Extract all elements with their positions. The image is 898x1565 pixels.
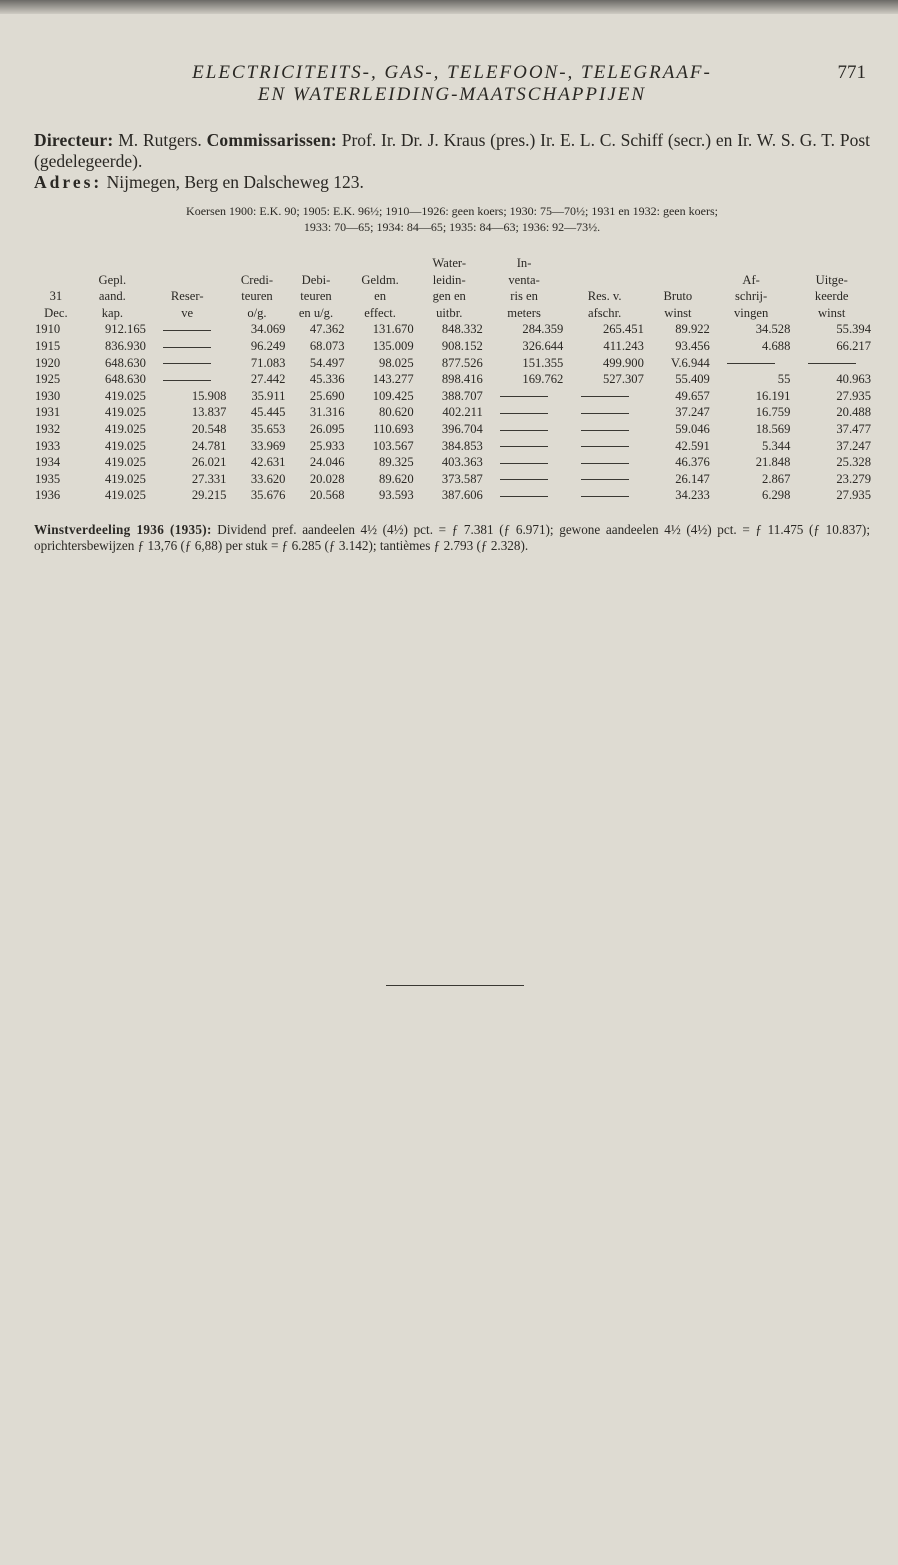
table-cell: 42.591 [675,438,710,453]
table-cell: 396.704 [441,421,483,436]
table-cell-year: 1935 [35,471,61,486]
section-title [34,62,870,106]
table-cell: 93.456 [675,338,710,353]
table-cell: 419.025 [105,388,146,403]
table-cell: 89.325 [379,455,414,470]
table-cell [564,438,645,455]
table-cell [711,355,792,372]
closing-rule [386,985,524,986]
dash-rule [808,363,856,364]
col-header: Gepl. aand. kap. [98,272,127,320]
table-cell: 527.307 [602,372,644,387]
dash-rule [581,413,629,414]
section-title-line1: ELECTRICITEITS-, GAS-, TELEFOON-, TELEGRAAF- [192,62,712,83]
table-row [34,421,872,438]
table-cell: 5.344 [762,438,791,453]
col-header: Reser- ve [170,289,204,320]
dash-rule [500,479,548,480]
table-cell-year: 1936 [35,488,61,503]
table-cell: 35.653 [250,421,286,436]
table-cell: 89.620 [379,471,414,486]
table-cell: 25.690 [309,388,345,403]
table-cell: 411.243 [603,338,644,353]
table-cell-year: 1925 [35,372,61,387]
address-label: Adres: [34,172,103,192]
commissioners-text: Prof. Ir. Dr. J. Kraus (pres.) Ir. E. L. C. Schiff (secr.) en Ir. W. S. G. T. Post (gedelegeerde). [34,130,870,171]
table-cell: 103.567 [372,438,414,453]
table-cell: 96.249 [250,338,286,353]
table-cell: 419.025 [105,471,146,486]
table-row [34,454,872,471]
table-cell: 387.606 [441,488,483,503]
table-cell: 151.355 [522,355,564,370]
table-cell-year: 1934 [35,455,61,470]
table-cell: 35.676 [250,488,286,503]
table-cell: 54.497 [309,355,345,370]
scan-top-edge [0,0,898,14]
dash-rule [581,396,629,397]
col-header: Debi- teuren en u/g. [298,272,334,320]
table-row [34,388,872,405]
dash-rule [163,380,211,381]
table-cell [564,421,645,438]
table-cell [147,371,228,388]
table-cell [564,454,645,471]
col-header: Bruto winst [663,289,693,320]
table-row [34,338,872,355]
table-cell: 33.969 [250,438,286,453]
table-cell [147,321,228,338]
table-cell: 26.021 [191,455,227,470]
table-row [34,321,872,338]
table-cell: 27.331 [191,471,227,486]
table-row [34,404,872,421]
table-header-row [34,255,872,321]
table-row [34,438,872,455]
table-cell: 110.693 [373,421,414,436]
table-cell: 373.587 [441,471,483,486]
dash-rule [500,413,548,414]
table-cell: 13.837 [191,405,227,420]
page-number: 771 [837,62,866,83]
table-row [34,471,872,488]
table-cell: 419.025 [105,421,146,436]
director-label: Directeur: [34,130,114,150]
table-cell: 27.935 [836,388,871,403]
table-cell: 16.759 [755,405,791,420]
table-cell: 499.900 [602,355,644,370]
table-cell: 648.630 [105,372,146,387]
table-cell-year: 1933 [35,438,61,453]
koersen-paragraph [34,203,870,235]
table-cell: 31.316 [309,405,345,420]
table-cell: 24.046 [309,455,345,470]
dash-rule [500,463,548,464]
management-paragraph [34,130,870,193]
table-cell: 34.233 [675,488,710,503]
table-cell: 49.657 [675,388,710,403]
section-title-line2: EN WATERLEIDING-MAATSCHAPPIJEN [257,84,647,105]
dash-rule [581,479,629,480]
table-cell: 20.548 [191,421,227,436]
table-cell: 26.147 [675,471,710,486]
table-cell: 20.568 [309,488,345,503]
table-cell: 25.933 [309,438,345,453]
table-cell: 131.670 [372,322,414,337]
table-cell [484,404,565,421]
table-cell: 47.362 [309,322,345,337]
table-cell: 135.009 [372,338,414,353]
table-cell [484,454,565,471]
table-cell: 109.425 [372,388,414,403]
col-header: Geldm. en effect. [361,272,399,320]
dash-rule [500,496,548,497]
table-cell: 98.025 [379,355,414,370]
table-cell [564,471,645,488]
table-cell: 66.217 [836,338,871,353]
table-cell: 419.025 [105,455,146,470]
page-header [34,62,870,108]
table-cell: 326.644 [522,338,564,353]
col-header: Af- schrij- vingen [733,272,769,320]
director-name: M. Rutgers. [113,130,207,150]
table-cell: 46.376 [675,455,710,470]
dash-rule [581,496,629,497]
table-cell: 55 [777,372,791,387]
table-cell-year: 1915 [35,338,61,353]
table-cell: 42.631 [250,455,286,470]
table-cell: 55.409 [675,372,710,387]
table-cell: 23.279 [836,471,871,486]
table-cell: 34.069 [250,322,286,337]
table-cell: 4.688 [762,338,791,353]
table-cell: 908.152 [441,338,483,353]
col-header: In- venta- ris en meters [507,256,541,320]
table-cell: 648.630 [105,355,146,370]
table-cell: 912.165 [105,322,146,337]
table-cell: 45.445 [250,405,286,420]
koersen-line1: Koersen 1900: E.K. 90; 1905: E.K. 96½; 1910—1926: geen koers; 1930: 75—70½; 1931 en 1932: geen koers; [186,204,718,218]
table-cell: 37.247 [836,438,871,453]
table-cell: 27.935 [836,488,871,503]
table-cell: 35.911 [251,388,286,403]
table-body [34,321,872,504]
table-cell: 55.394 [836,322,871,337]
table-cell: 71.083 [250,355,286,370]
table-cell: 89.922 [675,322,710,337]
table-cell: 20.028 [309,471,345,486]
commissioners-label: Commissarissen: [206,130,337,150]
table-cell-year: 1920 [35,355,61,370]
col-header: Water- leidin- gen en uitbr. [432,256,467,320]
dash-rule [727,363,775,364]
table-cell: 21.848 [755,455,791,470]
table-cell: 24.781 [191,438,227,453]
table-cell: 898.416 [441,372,483,387]
table-cell: 34.528 [755,322,791,337]
table-row [34,487,872,504]
table-cell: 26.095 [309,421,345,436]
table-cell: 80.620 [379,405,414,420]
table-cell [147,355,228,372]
table-cell: 419.025 [105,488,146,503]
table-cell: 284.359 [522,322,564,337]
table-cell [564,388,645,405]
table-cell: 419.025 [105,405,146,420]
table-cell [791,355,872,372]
table-cell: V.6.944 [670,355,710,370]
table-cell: 59.046 [675,421,710,436]
table-cell: 16.191 [755,388,791,403]
table-cell: 402.211 [442,405,483,420]
table-cell [147,338,228,355]
table-cell: 848.332 [441,322,483,337]
col-header: Credi- teuren o/g. [240,272,274,320]
winstverdeeling-label: Winstverdeeling 1936 (1935): [34,521,212,537]
table-cell: 29.215 [191,488,227,503]
table-cell: 45.336 [309,372,345,387]
table-cell: 388.707 [441,388,483,403]
table-cell: 419.025 [105,438,146,453]
table-row [34,371,872,388]
dash-rule [163,363,211,364]
dash-rule [500,396,548,397]
table-cell-year: 1932 [35,421,61,436]
dash-rule [581,446,629,447]
table-cell: 169.762 [522,372,564,387]
table-cell: 2.867 [762,471,791,486]
table-cell [484,421,565,438]
dash-rule [500,446,548,447]
table-cell: 15.908 [191,388,227,403]
dash-rule [163,330,211,331]
table-cell: 37.247 [675,405,710,420]
table-cell [564,404,645,421]
table-row [34,355,872,372]
table-cell: 403.363 [441,455,483,470]
table-cell [484,471,565,488]
koersen-line2: 1933: 70—65; 1934: 84—65; 1935: 84—63; 1936: 92—73½. [303,220,601,234]
table-cell: 25.328 [836,455,871,470]
table-cell: 93.593 [379,488,414,503]
table-cell: 6.298 [762,488,791,503]
table-cell: 20.488 [836,405,871,420]
table-cell-year: 1910 [35,322,61,337]
table-cell: 877.526 [441,355,483,370]
dash-rule [581,463,629,464]
table-cell: 143.277 [372,372,414,387]
table-cell: 384.853 [441,438,483,453]
dash-rule [500,430,548,431]
table-cell [484,388,565,405]
table-cell [484,438,565,455]
table-cell: 40.963 [836,372,871,387]
balance-table [34,255,872,504]
table-cell: 18.569 [755,421,791,436]
winstverdeeling-text: Dividend pref. aandeelen 4½ (4½) pct. = ƒ 7.381 (ƒ 6.971); gewone aandeelen 4½ (4½) pct. = ƒ 11.475 (ƒ 10.837); oprichtersbewijzen ƒ 13,76 (ƒ 6,88) per stuk = ƒ 6.285 (ƒ 3.142); tantièmes ƒ 2.793 (ƒ 2.328). [34,521,870,554]
document-page [34,62,870,555]
table-cell-year: 1931 [35,405,61,420]
table-cell: 37.477 [836,421,871,436]
table-cell: 27.442 [250,372,286,387]
table-cell [564,487,645,504]
col-header: Res. v. afschr. [587,289,622,320]
table-cell: 265.451 [602,322,644,337]
table-cell [484,487,565,504]
dash-rule [163,347,211,348]
dash-rule [581,430,629,431]
table-cell: 68.073 [309,338,345,353]
col-header: 31 Dec. [44,289,68,320]
address-text: Nijmegen, Berg en Dalscheweg 123. [102,172,364,192]
table-cell: 33.620 [250,471,286,486]
winstverdeeling-paragraph [34,522,870,555]
table-cell-year: 1930 [35,388,61,403]
table-cell: 836.930 [105,338,146,353]
col-header: Uitge- keerde winst [814,272,849,320]
